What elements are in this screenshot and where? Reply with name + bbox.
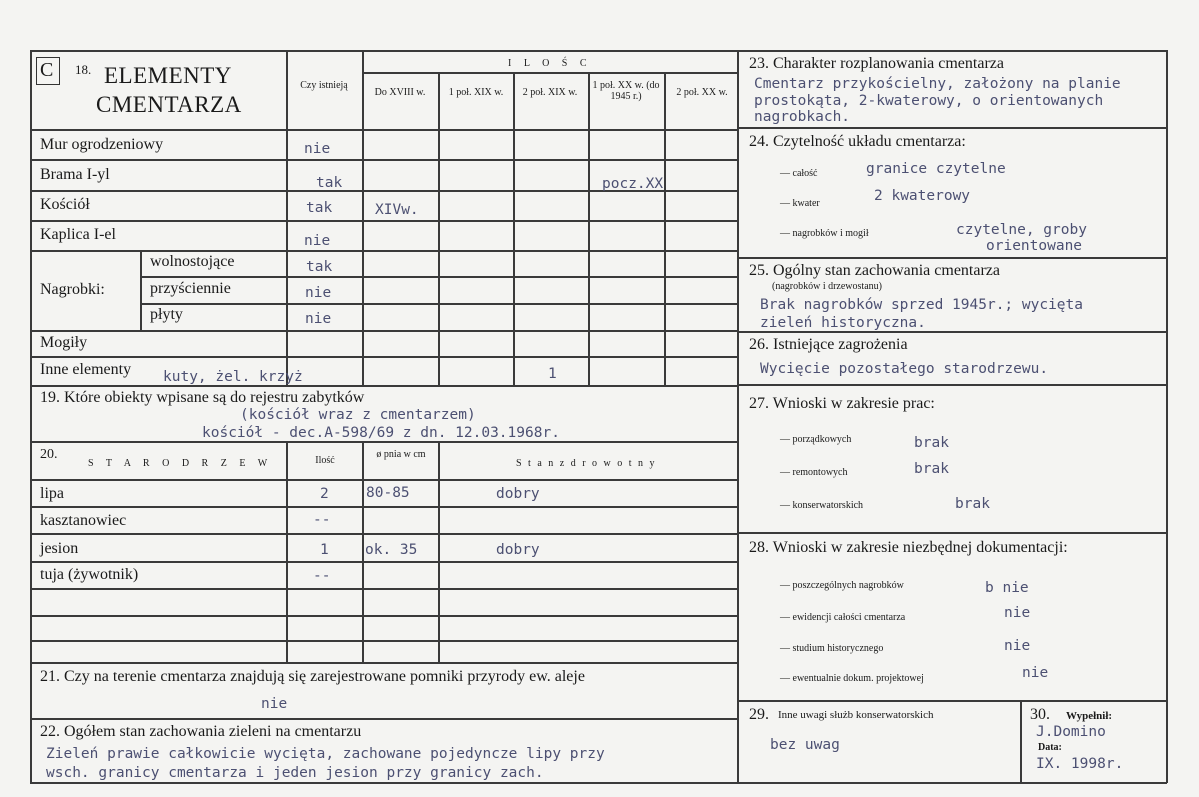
col-header-exists: Czy istnieją bbox=[300, 80, 348, 91]
row-value-inne: kuty, żel. krzyż bbox=[163, 369, 303, 385]
section-28-row2-value: nie bbox=[1004, 605, 1031, 621]
row-value-brama: tak bbox=[316, 175, 343, 191]
section-30-no: 30. bbox=[1030, 706, 1050, 723]
section-20-title: S T A R O D R Z E W bbox=[88, 458, 273, 469]
row-value-mur: nie bbox=[304, 141, 331, 157]
section-number-18: 18. bbox=[75, 62, 92, 77]
section-25-line1: Brak nagrobków sprzed 1945r.; wycięta bbox=[760, 297, 1084, 313]
row-label-przyscienne: przyściennie bbox=[150, 280, 231, 297]
tree-name-lipa: lipa bbox=[40, 485, 64, 502]
section-24-label: 24. Czytelność układu cmentarza: bbox=[749, 133, 966, 150]
page-title-line1: ELEMENTY bbox=[104, 63, 232, 88]
section-30-date: IX. 1998r. bbox=[1036, 756, 1124, 772]
row-label-plyty: płyty bbox=[150, 306, 183, 323]
section-21-label: 21. Czy na terenie cmentarza znajdują się zarejestrowane pomniki przyrody ew. aleje bbox=[40, 668, 585, 685]
section-27-rem-label: — remontowych bbox=[780, 467, 848, 478]
section-28-label: 28. Wnioski w zakresie niezbędnej dokumentacji: bbox=[749, 539, 1068, 556]
tree-health-lipa: dobry bbox=[496, 486, 540, 502]
section-27-kons-label: — konserwatorskich bbox=[780, 500, 864, 511]
row-inne-count: 1 bbox=[548, 366, 557, 382]
tree-name-tuja: tuja (żywotnik) bbox=[40, 566, 139, 583]
tree-diameter-lipa: 80-85 bbox=[366, 485, 410, 501]
section-24-calosc: granice czytelne bbox=[866, 161, 1006, 177]
row-label-wolnostojace: wolnostojące bbox=[150, 253, 235, 270]
section-19-line1: (kościół wraz z cmentarzem) bbox=[240, 407, 476, 423]
tree-count-tuja: -- bbox=[313, 568, 331, 584]
row-value-kosciol: tak bbox=[306, 200, 333, 216]
row-value-kaplica: nie bbox=[304, 233, 331, 249]
section-26-label: 26. Istniejące zagrożenia bbox=[749, 336, 908, 353]
section-28-row3-value: nie bbox=[1004, 638, 1031, 654]
section-25-sub: (nagrobków i drzewostanu) bbox=[772, 281, 882, 292]
section-30-date-label: Data: bbox=[1038, 742, 1062, 753]
section-21-value: nie bbox=[261, 696, 288, 712]
section-23-line3: nagrobkach. bbox=[754, 109, 851, 125]
tree-name-kasztanowiec: kasztanowiec bbox=[40, 512, 127, 529]
section-28-row1-value: b nie bbox=[985, 580, 1029, 596]
col-header-2xix: 2 poł. XIX w. bbox=[522, 87, 578, 98]
page-title-line2: CMENTARZA bbox=[96, 92, 242, 117]
row-value-plyty: nie bbox=[305, 311, 332, 327]
section-24-kwater: 2 kwaterowy bbox=[874, 188, 971, 204]
section-29-label: Inne uwagi służb konserwatorskich bbox=[778, 709, 934, 721]
row-label-nagrobki: Nagrobki: bbox=[40, 281, 105, 298]
section-28-row4-label: — ewentualnie dokum. projektowej bbox=[780, 673, 924, 684]
section-28-row4-value: nie bbox=[1022, 665, 1049, 681]
section-28-row1-label: — poszczególnych nagrobków bbox=[780, 580, 904, 591]
section-24-nagrobkow-line1: czytelne, groby bbox=[956, 222, 1087, 238]
row-value-przyscienne: nie bbox=[305, 285, 332, 301]
row-label-brama: Brama I-yl bbox=[40, 166, 110, 183]
col-header-ilosc: I L O Ś C bbox=[508, 58, 592, 69]
row-label-mogily: Mogiły bbox=[40, 334, 88, 351]
section-30-label: Wypełnił: bbox=[1066, 710, 1113, 722]
col-header-tree-diameter: ø pnia w cm bbox=[376, 449, 426, 460]
col-header-xviii: Do XVIII w. bbox=[374, 87, 426, 98]
section-29-no: 29. bbox=[749, 706, 769, 723]
section-22-line2: wsch. granicy cmentarza i jeden jesion przy granicy zach. bbox=[46, 765, 544, 781]
row-value-wolnostojace: tak bbox=[306, 259, 333, 275]
form-code: C bbox=[40, 59, 54, 81]
row-label-mur: Mur ogrodzeniowy bbox=[40, 136, 164, 153]
tree-diameter-jesion: ok. 35 bbox=[365, 542, 418, 558]
section-27-kons: brak bbox=[955, 496, 990, 512]
col-header-tree-health: S t a n z d r o w o t n y bbox=[516, 458, 657, 469]
tree-health-jesion: dobry bbox=[496, 542, 540, 558]
section-24-nagrobkow-label: — nagrobków i mogił bbox=[780, 228, 869, 239]
section-20-no: 20. bbox=[40, 447, 58, 462]
section-23-line1: Cmentarz przykościelny, założony na planie bbox=[754, 76, 1121, 92]
section-27-label: 27. Wnioski w zakresie prac: bbox=[749, 395, 935, 412]
section-26-value: Wycięcie pozostałego starodrzewu. bbox=[760, 361, 1049, 377]
section-28-row3-label: — studium historycznego bbox=[780, 643, 884, 654]
row-label-kaplica: Kaplica I-el bbox=[40, 226, 116, 243]
row-label-inne: Inne elementy bbox=[40, 361, 132, 378]
section-25-label: 25. Ogólny stan zachowania cmentarza bbox=[749, 262, 1001, 279]
row-brama-1xx: pocz.XX bbox=[602, 176, 664, 192]
section-27-porz-label: — porządkowych bbox=[780, 434, 852, 445]
section-24-calosc-label: — całość bbox=[780, 168, 818, 179]
row-kosciol-xviii: XIVw. bbox=[375, 202, 419, 218]
col-header-1xx: 1 poł. XX w. (do 1945 r.) bbox=[592, 80, 660, 102]
tree-count-jesion: 1 bbox=[320, 542, 329, 558]
section-19-label: 19. Które obiekty wpisane są do rejestru zabytków bbox=[40, 389, 365, 406]
section-23-line2: prostokąta, 2-kwaterowy, o orientowanych bbox=[754, 93, 1104, 109]
section-24-nagrobkow-line2: orientowane bbox=[986, 238, 1083, 254]
section-27-rem: brak bbox=[914, 461, 949, 477]
col-header-1xix: 1 poł. XIX w. bbox=[448, 87, 504, 98]
section-25-line2: zieleń historyczna. bbox=[760, 315, 926, 331]
col-header-2xx: 2 poł. XX w. bbox=[676, 87, 728, 98]
section-23-label: 23. Charakter rozplanowania cmentarza bbox=[749, 55, 1004, 72]
section-28-row2-label: — ewidencji całości cmentarza bbox=[780, 612, 906, 623]
section-29-value: bez uwag bbox=[770, 737, 840, 753]
section-30-name: J.Domino bbox=[1036, 724, 1106, 740]
section-27-porz: brak bbox=[914, 435, 949, 451]
section-24-kwater-label: — kwater bbox=[780, 198, 820, 209]
row-label-kosciol: Kościół bbox=[40, 196, 90, 213]
section-22-label: 22. Ogółem stan zachowania zieleni na cmentarzu bbox=[40, 723, 362, 740]
tree-name-jesion: jesion bbox=[40, 540, 79, 557]
section-22-line1: Zieleń prawie całkowicie wycięta, zachowane pojedyncze lipy przy bbox=[46, 746, 605, 762]
tree-count-kasztanowiec: -- bbox=[313, 512, 331, 528]
section-19-line2: kościół - dec.A-598/69 z dn. 12.03.1968r. bbox=[202, 425, 560, 441]
col-header-tree-count: Ilość bbox=[315, 455, 335, 466]
tree-count-lipa: 2 bbox=[320, 486, 329, 502]
